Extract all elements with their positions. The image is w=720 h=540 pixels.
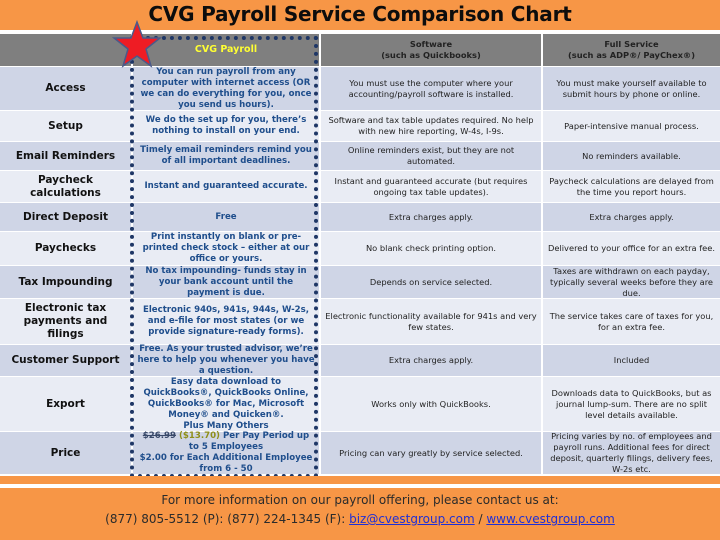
table-row	[0, 432, 720, 474]
software-text: Depends on service selected.	[369, 276, 493, 287]
full-service-text: Extra charges apply.	[589, 211, 674, 222]
full-service-text: The service takes care of taxes for you, for an extra fee.	[549, 310, 714, 332]
footer-contact-details	[0, 512, 720, 526]
cvg-text: Free. As your trusted advisor, we’re here to help you whenever you have a question.	[137, 344, 315, 376]
footer	[0, 488, 720, 540]
full-service-text: Paycheck calculations are delayed from the time you report hours.	[549, 175, 714, 197]
software-text: Electronic functionality available for 941s and very few states.	[325, 310, 537, 332]
full-service-cell	[543, 142, 720, 170]
feature-cell	[0, 67, 131, 110]
feature-label: Customer Support	[11, 354, 120, 366]
full-service-text: Pricing varies by no. of employees and payroll runs. Additional fees for direct deposit, quarterly filings, delivery fees, W-2s etc.	[550, 431, 713, 474]
page-title: CVG Payroll Service Comparison Chart	[148, 2, 572, 26]
cvg-cell	[133, 299, 319, 344]
table-row	[0, 171, 720, 202]
cvg-cell	[133, 377, 319, 431]
full-service-text: Included	[613, 355, 650, 365]
full-service-cell	[543, 67, 720, 110]
header-full-service	[543, 34, 720, 66]
full-service-text: Delivered to your office for an extra fee.	[547, 243, 716, 253]
header-cvg-label: CVG Payroll	[194, 44, 258, 55]
cvg-cell	[133, 171, 319, 202]
feature-cell	[0, 142, 131, 170]
feature-cell	[0, 111, 131, 141]
software-cell	[321, 203, 541, 231]
website-link[interactable]: www.cvestgroup.com	[486, 512, 615, 526]
phone-fax-text: (877) 805-5512 (P): (877) 224-1345 (F):	[105, 512, 350, 526]
header-full-service-title: Full Service	[604, 39, 659, 49]
table-header-row	[0, 34, 720, 66]
feature-label: Paychecks	[34, 242, 97, 254]
software-cell	[321, 111, 541, 141]
cvg-text: Easy data download to QuickBooks®, QuickBooks Online, QuickBooks® for Mac, Microsoft Money® and Quicken®.	[143, 376, 309, 420]
cvg-text: We do the set up for you, there’s nothing to install on your end.	[145, 115, 307, 136]
cvg-price-line1	[137, 431, 315, 453]
software-text: Pricing can vary greatly by service selected.	[339, 447, 523, 458]
full-service-text: No reminders available.	[582, 150, 681, 161]
full-service-cell	[543, 299, 720, 344]
full-service-cell	[543, 203, 720, 231]
cvg-price-line2: $2.00 for Each Additional Employee from 6 - 50	[139, 453, 313, 474]
full-service-cell	[543, 111, 720, 141]
feature-cell	[0, 432, 131, 474]
software-text: Works only with QuickBooks.	[371, 398, 491, 409]
table-row	[0, 377, 720, 431]
email-link[interactable]: biz@cvestgroup.com	[349, 512, 475, 526]
full-service-cell	[543, 171, 720, 202]
full-service-cell	[543, 432, 720, 474]
full-service-cell	[543, 377, 720, 431]
cvg-cell	[133, 142, 319, 170]
cvg-cell	[133, 67, 319, 110]
software-text: Online reminders exist, but they are not automated.	[347, 145, 515, 166]
cvg-text: Instant and guaranteed accurate.	[144, 181, 308, 191]
software-text: No blank check printing option.	[365, 243, 497, 253]
table-row	[0, 67, 720, 110]
cvg-cell	[133, 266, 319, 298]
software-text: Software and tax table updates required. No help with new hire reporting, W-4s, I-9s.	[328, 115, 534, 136]
full-service-text: You must make yourself available to submit hours by phone or online.	[556, 77, 707, 99]
software-cell	[321, 232, 541, 265]
software-text: Instant and guaranteed accurate (but requires ongoing tax table updates).	[334, 175, 528, 197]
feature-label: Paycheck calculations	[30, 173, 101, 199]
software-cell	[321, 171, 541, 202]
old-price: $26.99	[142, 431, 176, 441]
full-service-cell	[543, 345, 720, 376]
table-row	[0, 111, 720, 141]
feature-cell	[0, 232, 131, 265]
header-software-title: Software	[409, 39, 453, 49]
software-cell	[321, 299, 541, 344]
cvg-text: Electronic 940s, 941s, 944s, W-2s, and e-file for most states (or we provide signature-ready forms).	[142, 305, 310, 337]
table-row	[0, 266, 720, 298]
full-service-cell	[543, 266, 720, 298]
feature-label: Setup	[48, 119, 83, 132]
cvg-extra-text: Plus Many Others	[183, 420, 269, 431]
orange-divider	[0, 476, 720, 484]
table-row	[0, 345, 720, 376]
feature-cell	[0, 203, 131, 231]
cvg-text: Free	[215, 211, 237, 222]
feature-label: Email Reminders	[15, 149, 116, 162]
feature-cell	[0, 266, 131, 298]
software-cell	[321, 377, 541, 431]
cvg-text: Print instantly on blank or pre-printed check stock – either at our office or yours.	[142, 232, 310, 264]
header-software-subtitle: (such as Quickbooks)	[381, 50, 481, 60]
feature-cell	[0, 171, 131, 202]
feature-cell	[0, 345, 131, 376]
feature-cell	[0, 299, 131, 344]
software-cell	[321, 345, 541, 376]
table-row	[0, 203, 720, 231]
feature-label: Tax Impounding	[18, 275, 113, 288]
software-cell	[321, 67, 541, 110]
full-service-text: Taxes are withdrawn on each payday, typically several weeks before they are due.	[549, 265, 714, 298]
cvg-cell	[133, 111, 319, 141]
header-full-service-subtitle: (such as ADP®/ PayChex®)	[567, 50, 696, 60]
feature-cell	[0, 377, 131, 431]
cvg-text: Timely email reminders remind you of all important deadlines.	[140, 145, 312, 166]
software-cell	[321, 266, 541, 298]
footer-contact-intro: For more information on our payroll offering, please contact us at:	[161, 493, 559, 507]
software-text: Extra charges apply.	[388, 211, 474, 222]
cvg-text: You can run payroll from any computer with internet access (OR we can do everything for you, once you send us hours).	[140, 66, 312, 110]
feature-label: Export	[46, 397, 85, 410]
full-service-text: Downloads data to QuickBooks, but as journal lump-sum. There are no split level details available.	[551, 387, 712, 420]
feature-label: Price	[50, 446, 81, 459]
table-row	[0, 142, 720, 170]
feature-label: Access	[45, 82, 86, 94]
cvg-price-cell	[133, 432, 319, 474]
cvg-cell	[133, 232, 319, 265]
feature-label: Electronic tax payments and filings	[23, 302, 108, 340]
table-row	[0, 299, 720, 344]
price-period-text: Per Pay Period up to 5 Employees	[188, 431, 310, 452]
red-star-icon	[112, 20, 162, 68]
software-text: You must use the computer where your accounting/payroll software is installed.	[348, 77, 514, 99]
software-cell	[321, 142, 541, 170]
feature-label: Direct Deposit	[23, 210, 108, 223]
full-service-text: Paper-intensive manual process.	[564, 120, 699, 131]
cvg-cell	[133, 345, 319, 376]
header-software	[321, 34, 541, 66]
separator-text: /	[474, 512, 487, 526]
software-cell	[321, 432, 541, 474]
software-text: Extra charges apply.	[388, 355, 474, 365]
table-row	[0, 232, 720, 265]
cvg-cell	[133, 203, 319, 231]
sale-price: ($13.70)	[178, 431, 220, 441]
cvg-text: No tax impounding- funds stay in your bank account until the payment is due.	[145, 265, 307, 298]
full-service-cell	[543, 232, 720, 265]
